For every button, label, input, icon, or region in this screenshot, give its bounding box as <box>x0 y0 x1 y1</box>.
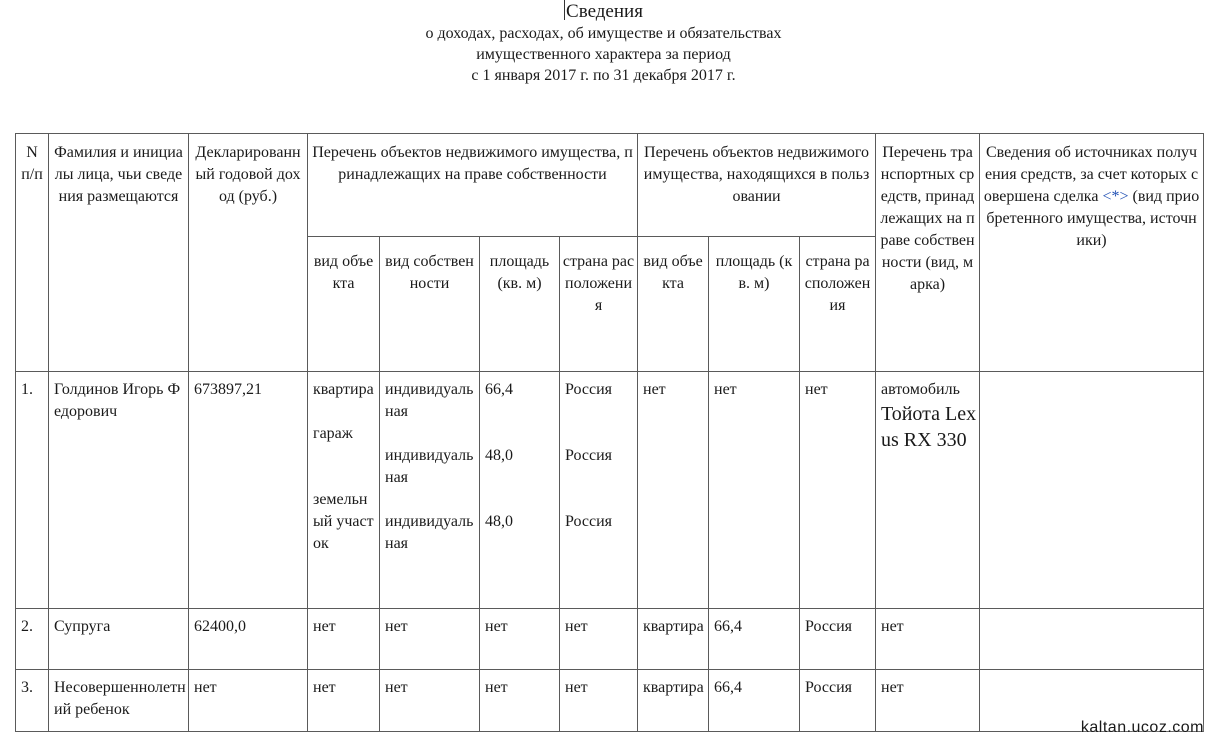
document-subtitle-line-1: о доходах, расходах, об имуществе и обязательствах <box>425 25 782 42</box>
row-owned-area <box>480 372 560 609</box>
header-owned-property: Перечень объектов недвижимого имущества, принадлежащих на праве собственности <box>308 134 638 237</box>
row-used-area: 66,4 <box>709 670 800 732</box>
row-used-country: нет <box>800 372 876 609</box>
header-used-property: Перечень объектов недвижимого имущества, находящихся в пользовании <box>638 134 876 237</box>
header-owned-area: площадь (кв. м) <box>480 237 560 372</box>
row-income: 673897,21 <box>189 372 308 609</box>
footnote-link[interactable]: <*> <box>1102 188 1129 205</box>
transport-model: Тойота Lexus RX 330 <box>881 403 977 451</box>
header-transport: Перечень транспортных средств, принадлежащих на праве собственности (вид, марка) <box>876 134 980 372</box>
header-name: Фамилия и инициалы лица, чьи сведения размещаются <box>49 134 189 372</box>
row-owned-ownership: нет <box>380 670 480 732</box>
row-owned-country: нет <box>560 609 638 670</box>
row-transport <box>876 372 980 609</box>
header-sources-pre: Сведения об источниках получения средств, за счет которых совершена сделка <box>983 144 1199 205</box>
row-used-type: нет <box>638 372 709 609</box>
row-owned-type: нет <box>308 670 380 732</box>
spacer <box>565 401 635 445</box>
owned-area-item: 48,0 <box>485 513 513 530</box>
spacer <box>385 489 477 511</box>
row-num: 3. <box>16 670 49 732</box>
owned-type-item: гараж <box>313 425 353 442</box>
header-owned-ownership: вид собственности <box>380 237 480 372</box>
transport-kind: автомобиль <box>881 381 960 398</box>
watermark: kaltan.ucoz.com <box>1080 719 1204 736</box>
spacer <box>385 423 477 445</box>
row-used-type: квартира <box>638 670 709 732</box>
row-sources <box>980 372 1204 609</box>
owned-ownership-item: индивидуальная <box>385 447 474 486</box>
row-sources <box>980 609 1204 670</box>
owned-type-item: земельный участок <box>313 491 374 552</box>
table-row <box>16 670 1204 732</box>
row-owned-ownership: нет <box>380 609 480 670</box>
owned-type-item: квартира <box>313 381 374 398</box>
header-used-country: страна расположения <box>800 237 876 372</box>
row-transport: нет <box>876 609 980 670</box>
row-owned-country <box>560 372 638 609</box>
table-row <box>16 372 1204 609</box>
header-sources-post: (вид приобретенного имущества, источники) <box>986 188 1200 249</box>
row-name: Несовершеннолетний ребенок <box>49 670 189 732</box>
row-owned-country: нет <box>560 670 638 732</box>
owned-ownership-item: индивидуальная <box>385 513 474 552</box>
row-num: 2. <box>16 609 49 670</box>
row-name: Голдинов Игорь Федорович <box>49 372 189 609</box>
header-income: Декларированный годовой доход (руб.) <box>189 134 308 372</box>
header-row-1 <box>16 134 1204 237</box>
text-cursor <box>564 0 565 20</box>
spacer <box>485 401 557 445</box>
owned-country-item: Россия <box>565 513 613 530</box>
owned-area-item: 66,4 <box>485 381 513 398</box>
spacer <box>313 445 377 489</box>
document-title <box>0 0 1216 23</box>
row-used-area: 66,4 <box>709 609 800 670</box>
row-owned-type: нет <box>308 609 380 670</box>
header-used-area: площадь (кв. м) <box>709 237 800 372</box>
header-sources <box>980 134 1204 372</box>
header-owned-type: вид объекта <box>308 237 380 372</box>
declaration-table <box>15 133 1204 732</box>
row-name: Супруга <box>49 609 189 670</box>
row-used-country: Россия <box>800 609 876 670</box>
document-heading <box>0 0 1216 86</box>
owned-ownership-item: индивидуальная <box>385 381 474 420</box>
table-row <box>16 609 1204 670</box>
spacer <box>485 467 557 511</box>
document-title-text: Сведения <box>566 1 643 22</box>
row-income: 62400,0 <box>189 609 308 670</box>
header-num: N п/п <box>16 134 49 372</box>
row-owned-area: нет <box>480 609 560 670</box>
row-used-area: нет <box>709 372 800 609</box>
row-num: 1. <box>16 372 49 609</box>
row-owned-area: нет <box>480 670 560 732</box>
row-used-country: Россия <box>800 670 876 732</box>
document-subtitle-line-3: с 1 января 2017 г. по 31 декабря 2017 г. <box>471 67 736 84</box>
row-income: нет <box>189 670 308 732</box>
owned-area-item: 48,0 <box>485 447 513 464</box>
row-used-type: квартира <box>638 609 709 670</box>
header-owned-country: страна расположения <box>560 237 638 372</box>
spacer <box>313 401 377 423</box>
spacer <box>565 467 635 511</box>
header-used-type: вид объекта <box>638 237 709 372</box>
row-transport: нет <box>876 670 980 732</box>
document-subtitle-line-2: имущественного характера за период <box>476 46 731 63</box>
owned-country-item: Россия <box>565 447 613 464</box>
row-owned-types <box>308 372 380 609</box>
row-owned-ownership <box>380 372 480 609</box>
owned-country-item: Россия <box>565 381 613 398</box>
